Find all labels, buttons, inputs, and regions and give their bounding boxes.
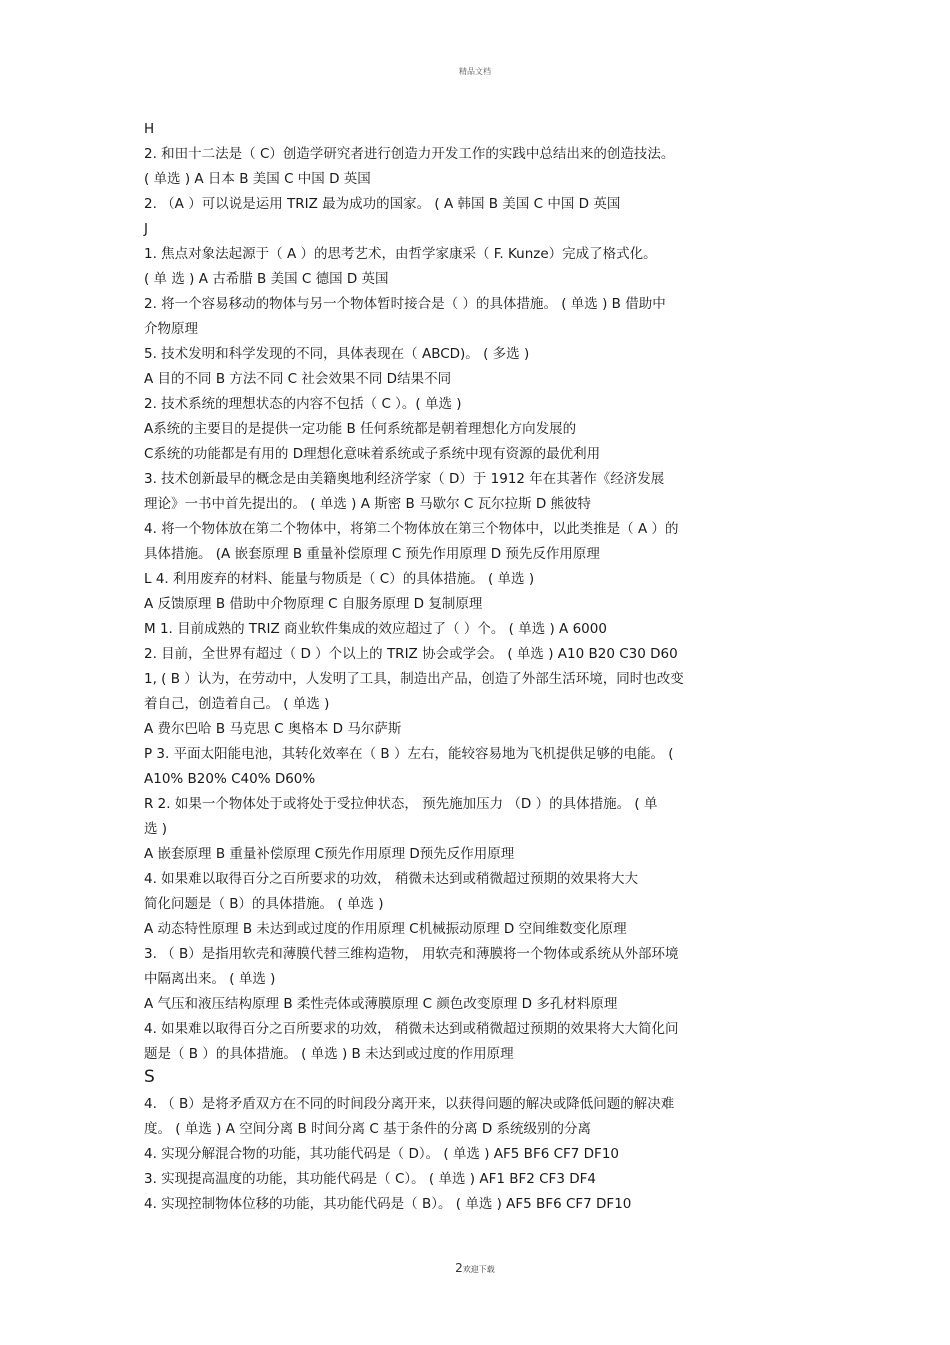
page-footer bbox=[0, 1261, 950, 1275]
page-header: 精品文档 bbox=[459, 67, 491, 76]
question-line: 4. 如果难以取得百分之百所要求的功效， 稍微未达到或稍微超过预期的效果将大大简化问 bbox=[144, 1021, 679, 1037]
section-letter-h: H bbox=[144, 121, 155, 137]
question-line: 中隔离出来。 ( 单选 ) bbox=[144, 971, 276, 987]
section-letter-s: S bbox=[144, 1067, 155, 1087]
question-line: 2. 和田十二法是（ C）创造学研究者进行创造力开发工作的实践中总结出来的创造技法。 bbox=[144, 146, 675, 162]
question-line: 2. 将一个容易移动的物体与另一个物体暂时接合是（ ）的具体措施。 ( 单选 ) B 借助中 bbox=[144, 296, 666, 312]
question-line: A 气压和液压结构原理 B 柔性壳体或薄膜原理 C 颜色改变原理 D 多孔材料原理 bbox=[144, 996, 618, 1012]
question-line: 简化问题是（ B）的具体措施。 ( 单选 ) bbox=[144, 896, 384, 912]
question-line: 选 ) bbox=[144, 821, 168, 837]
question-line: A 反馈原理 B 借助中介物原理 C 自服务原理 D 复制原理 bbox=[144, 596, 483, 612]
question-line: 具体措施。 (A 嵌套原理 B 重量补偿原理 C 预先作用原理 D 预先反作用原理 bbox=[144, 546, 600, 562]
footer-text: 欢迎下载 bbox=[462, 1265, 495, 1274]
question-line: A 费尔巴哈 B 马克思 C 奥格本 D 马尔萨斯 bbox=[144, 721, 402, 737]
question-line: R 2. 如果一个物体处于或将处于受拉伸状态， 预先施加压力 （D ）的具体措施。 ( 单 bbox=[144, 796, 658, 812]
question-line: 3. （ B）是指用软壳和薄膜代替三维构造物， 用软壳和薄膜将一个物体或系统从外部环境 bbox=[144, 946, 679, 962]
question-line: 1. 焦点对象法起源于（ A ）的思考艺术，由哲学家康采（ F. Kunze）完成了格式化。 bbox=[144, 246, 657, 262]
question-line: 4. （ B）是将矛盾双方在不同的时间段分离开来，以获得问题的解决或降低问题的解决难 bbox=[144, 1096, 675, 1112]
question-line: 3. 技术创新最早的概念是由美籍奥地利经济学家（ D）于 1912 年在其著作《经济发展 bbox=[144, 471, 665, 487]
question-line: 着自己，创造着自己。 ( 单选 ) bbox=[144, 696, 330, 712]
question-line: 1, ( B ）认为，在劳动中，人发明了工具，制造出产品，创造了外部生活环境，同时也改变 bbox=[144, 671, 684, 687]
question-line: 4. 如果难以取得百分之百所要求的功效， 稍微未达到或稍微超过预期的效果将大大 bbox=[144, 871, 638, 887]
question-line: P 3. 平面太阳能电池，其转化效率在（ B ）左右，能较容易地为飞机提供足够的电能。 ( bbox=[144, 746, 674, 762]
question-line: 3. 实现提高温度的功能，其功能代码是（ C）。 ( 单选 ) AF1 BF2 CF3 DF4 bbox=[144, 1171, 596, 1187]
question-line: A 动态特性原理 B 未达到或过度的作用原理 C机械振动原理 D 空间维数变化原理 bbox=[144, 921, 627, 937]
question-line: ( 单选 ) A 日本 B 美国 C 中国 D 英国 bbox=[144, 171, 371, 187]
question-line: 介物原理 bbox=[144, 321, 198, 337]
question-line: 2. 技术系统的理想状态的内容不包括（ C ）。( 单选 ) bbox=[144, 396, 462, 412]
question-line: A系统的主要目的是提供一定功能 B 任何系统都是朝着理想化方向发展的 bbox=[144, 421, 577, 437]
question-line: C系统的功能都是有用的 D理想化意味着系统或子系统中现有资源的最优利用 bbox=[144, 446, 601, 462]
question-line: 2. （A ）可以说是运用 TRIZ 最为成功的国家。 ( A 韩国 B 美国 C 中国 D 英国 bbox=[144, 196, 621, 212]
question-line: A10% B20% C40% D60% bbox=[144, 771, 316, 787]
question-line: 4. 实现控制物体位移的功能，其功能代码是（ B）。 ( 单选 ) AF5 BF6 CF7 DF10 bbox=[144, 1196, 632, 1212]
question-line: 2. 目前，全世界有超过（ D ）个以上的 TRIZ 协会或学会。 ( 单选 ) A10 B20 C30 D60 bbox=[144, 646, 678, 662]
question-line: A 嵌套原理 B 重量补偿原理 C预先作用原理 D预先反作用原理 bbox=[144, 846, 515, 862]
question-line: 4. 将一个物体放在第二个物体中，将第二个物体放在第三个物体中，以此类推是（ A ）的 bbox=[144, 521, 679, 537]
question-line: L 4. 利用废弃的材料、能量与物质是（ C）的具体措施。 ( 单选 ) bbox=[144, 571, 535, 587]
question-line: 5. 技术发明和科学发现的不同，具体表现在（ ABCD)。 ( 多选 ) bbox=[144, 346, 530, 362]
question-line: A 目的不同 B 方法不同 C 社会效果不同 D结果不同 bbox=[144, 371, 452, 387]
question-line: 度。 ( 单选 ) A 空间分离 B 时间分离 C 基于条件的分离 D 系统级别的分离 bbox=[144, 1121, 592, 1137]
question-line: 4. 实现分解混合物的功能，其功能代码是（ D）。 ( 单选 ) AF5 BF6 CF7 DF10 bbox=[144, 1146, 620, 1162]
page-number: 2 bbox=[455, 1261, 463, 1275]
question-line: 理论》一书中首先提出的。 ( 单选 ) A 斯密 B 马歇尔 C 瓦尔拉斯 D 熊彼特 bbox=[144, 496, 592, 512]
section-letter-j: J bbox=[144, 221, 148, 237]
question-line: 题是（ B ）的具体措施。 ( 单选 ) B 未达到或过度的作用原理 bbox=[144, 1046, 514, 1062]
question-line: M 1. 目前成熟的 TRIZ 商业软件集成的效应超过了（ ）个。 ( 单选 ) A 6000 bbox=[144, 621, 607, 637]
question-line: ( 单 选 ) A 古希腊 B 美国 C 德国 D 英国 bbox=[144, 271, 389, 287]
